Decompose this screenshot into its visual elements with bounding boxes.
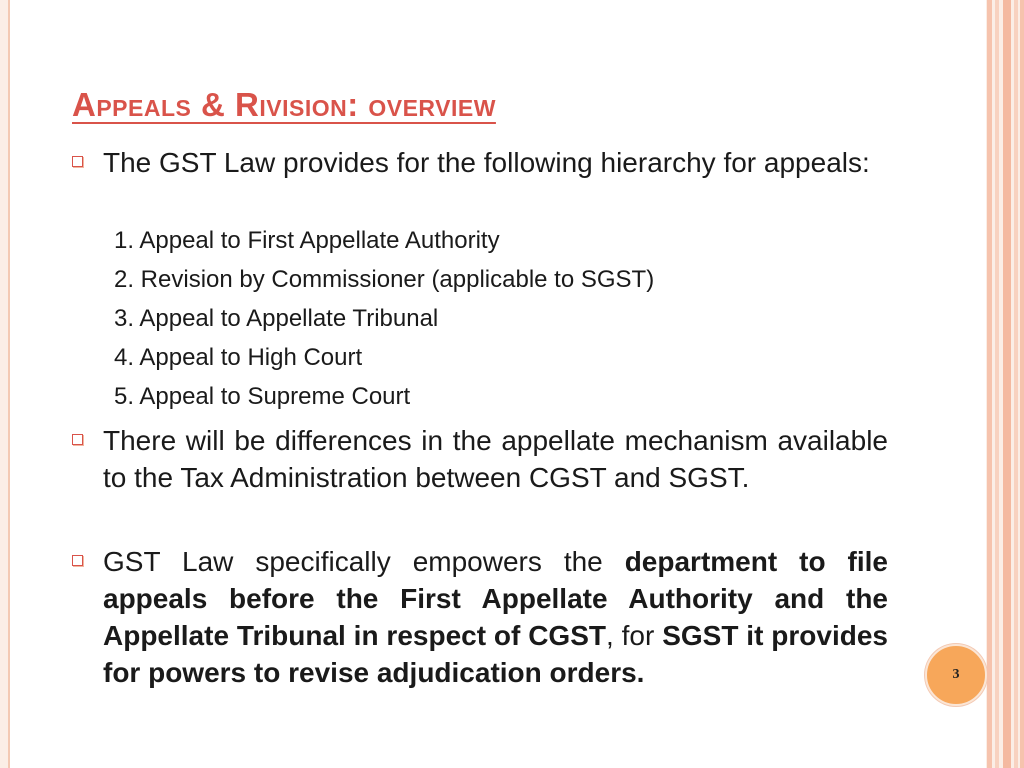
list-item: 3. Appeal to Appellate Tribunal [114, 305, 439, 332]
slide-title: Appeals & Rivision: overview [72, 86, 496, 123]
bullet-empowers [72, 543, 888, 691]
list-item: 4. Appeal to High Court [114, 344, 363, 371]
decorative-stripe [1003, 0, 1011, 768]
decorative-stripe [1014, 0, 1018, 768]
slide [8, 0, 986, 768]
list-item: 1. Appeal to First Appellate Authority [114, 227, 500, 254]
bullet-text-normal: , for [606, 620, 663, 651]
bullet-text: There will be differences in the appellate mechanism available to the Tax Administration between CGST and SGST. [103, 425, 888, 493]
square-bullet-icon [72, 555, 83, 566]
bullet-text-normal: GST Law specifically empowers the [103, 546, 625, 577]
bullet-hierarchy [72, 144, 888, 181]
page-number-badge: 3 [925, 644, 987, 706]
decorative-stripe [1020, 0, 1024, 768]
list-item: 2. Revision by Commissioner (applicable to SGST) [114, 266, 655, 293]
square-bullet-icon [72, 156, 83, 167]
bullet-text-bold: department to file appeals before the First Appellate Authority and the Appellate Tribunal in respect of CGST [103, 546, 888, 651]
bullet-text: The GST Law provides for the following hierarchy for appeals: [103, 147, 870, 178]
decorative-stripe [995, 0, 999, 768]
square-bullet-icon [72, 434, 83, 445]
list-item: 5. Appeal to Supreme Court [114, 383, 411, 410]
bullet-text [103, 543, 888, 691]
bullet-text-bold: SGST it provides for powers to revise adjudication orders. [103, 620, 888, 688]
decorative-stripe [987, 0, 992, 768]
bullet-differences [72, 422, 888, 496]
